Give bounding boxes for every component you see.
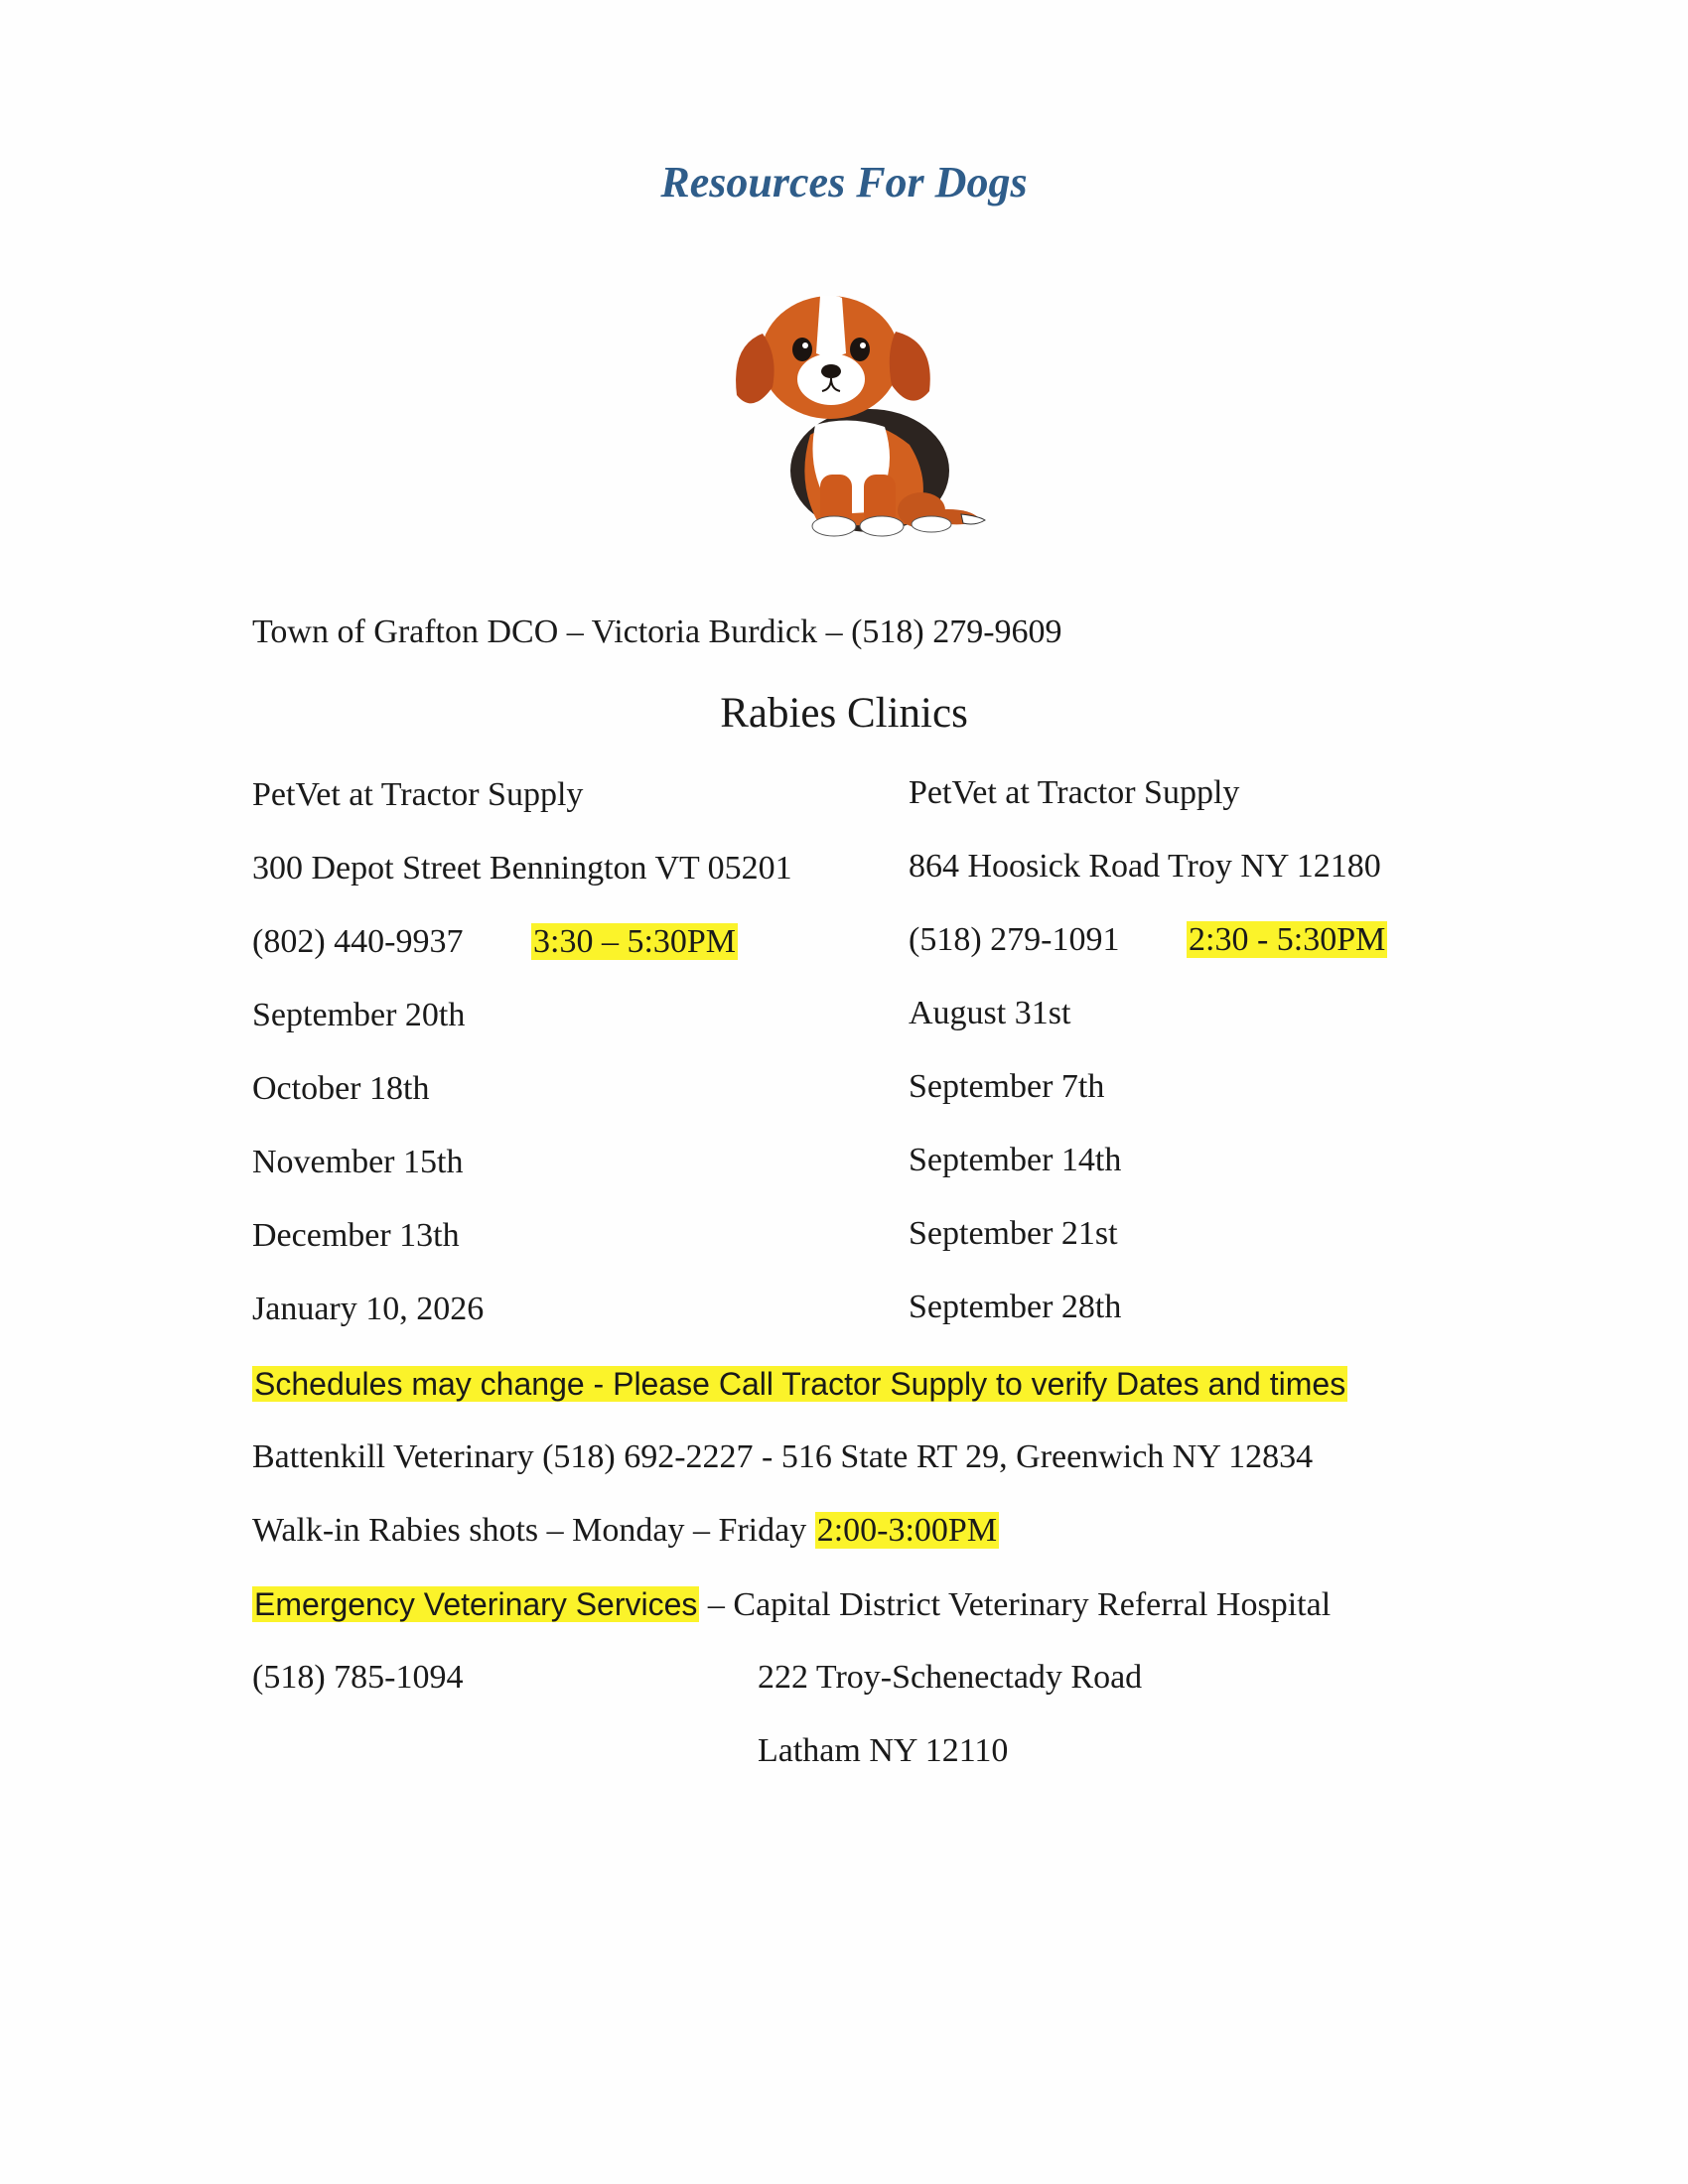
walkin-label: Walk-in Rabies shots – Monday – Friday — [252, 1512, 807, 1549]
clinic-date: September 20th — [252, 997, 466, 1033]
dco-contact: Town of Grafton DCO – Victoria Burdick – (518) 279-9609 — [252, 614, 1062, 650]
clinic-phone: (802) 440-9937 — [252, 923, 464, 960]
emergency-phone: (518) 785-1094 — [252, 1659, 464, 1696]
battenkill-contact: Battenkill Veterinary (518) 692-2227 - 516 State RT 29, Greenwich NY 12834 — [252, 1438, 1314, 1475]
clinic-date: September 14th — [909, 1142, 1122, 1178]
emergency-services — [252, 1584, 1331, 1625]
emergency-city: Latham NY 12110 — [758, 1732, 1009, 1769]
clinic-hours — [531, 922, 738, 962]
clinic-date: January 10, 2026 — [252, 1291, 485, 1327]
schedule-notice — [252, 1364, 1347, 1404]
clinic-name: PetVet at Tractor Supply — [909, 774, 1240, 811]
clinic-date: August 31st — [909, 995, 1071, 1031]
clinic-phone: (518) 279-1091 — [909, 921, 1120, 958]
clinic-date: September 21st — [909, 1215, 1118, 1252]
walkin-hours — [252, 1511, 999, 1551]
clinic-date: November 15th — [252, 1144, 464, 1180]
clinic-hours-highlight: 2:30 - 5:30PM — [1189, 921, 1386, 958]
puppy-illustration — [701, 276, 999, 546]
emergency-street: 222 Troy-Schenectady Road — [758, 1659, 1143, 1696]
clinic-hours-highlight: 3:30 – 5:30PM — [533, 923, 737, 960]
schedule-notice-highlight: Schedules may change - Please Call Tractor Supply to verify Dates and times — [254, 1366, 1346, 1402]
clinic-name: PetVet at Tractor Supply — [252, 776, 584, 813]
clinic-date: September 7th — [909, 1068, 1105, 1105]
clinic-address: 864 Hoosick Road Troy NY 12180 — [909, 848, 1381, 885]
clinic-address: 300 Depot Street Bennington VT 05201 — [252, 850, 792, 887]
emergency-dash: – — [707, 1586, 725, 1623]
clinic-hours — [1187, 920, 1387, 960]
walkin-hours-highlight: 2:00-3:00PM — [816, 1512, 998, 1549]
clinic-date: September 28th — [909, 1289, 1122, 1325]
emergency-label-highlight: Emergency Veterinary Services — [254, 1586, 698, 1622]
clinic-date: October 18th — [252, 1070, 430, 1107]
page-title: Resources For Dogs — [660, 158, 1028, 206]
emergency-hospital: Capital District Veterinary Referral Hospital — [733, 1586, 1332, 1623]
section-heading: Rabies Clinics — [720, 690, 968, 737]
clinic-date: December 13th — [252, 1217, 460, 1254]
